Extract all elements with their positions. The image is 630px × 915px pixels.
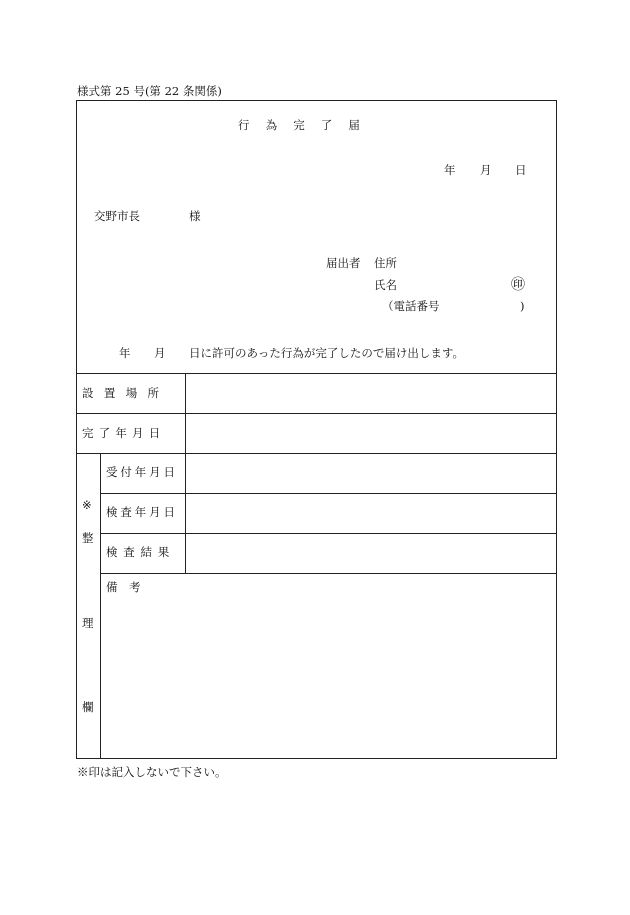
rule-completion-top: [76, 413, 557, 414]
rule-inspection-result-top: [100, 533, 557, 534]
receipt-date-label: 受付年月日: [106, 465, 178, 479]
rule-label-column-lower: [185, 453, 186, 573]
review-column-char-2: 理: [82, 616, 94, 630]
rule-label-column-upper: [185, 373, 186, 453]
rule-remarks-top: [100, 573, 557, 574]
review-mark: ※: [82, 498, 92, 512]
footnote: ※印は記入しないで下さい。: [77, 765, 227, 779]
form-title: 行 為 完 了 届: [238, 118, 363, 132]
rule-review-top: [76, 453, 557, 454]
review-column-char-1: 整: [82, 531, 94, 545]
address-label: 住所: [374, 256, 397, 270]
statement-year: 年: [119, 346, 131, 360]
inspection-result-label: 検査結果: [106, 545, 175, 559]
location-label: 設置場所: [82, 386, 170, 400]
statement-text: 日に許可のあった行為が完了したので届け出します。: [189, 346, 464, 360]
statement-month: 月: [154, 346, 166, 360]
name-label: 氏名: [374, 278, 397, 292]
addressee-name: 交野市長: [94, 209, 140, 223]
rule-side-column: [100, 453, 101, 759]
applicant-label: 届出者: [326, 256, 361, 270]
form-label: 様式第 25 号(第 22 条関係): [77, 84, 222, 98]
remarks-label: 備 考: [106, 580, 141, 594]
phone-label: （電話番号: [382, 299, 440, 313]
inspection-date-label: 検査年月日: [106, 505, 178, 519]
completion-date-label: 完了年月日: [82, 426, 166, 440]
date-day-label: 日: [515, 163, 527, 177]
seal-mark: ㊞: [511, 277, 525, 293]
date-month-label: 月: [480, 163, 492, 177]
phone-close-paren: ): [520, 299, 525, 313]
date-year-label: 年: [444, 163, 456, 177]
review-column-char-3: 欄: [82, 700, 94, 714]
rule-location-top: [76, 373, 557, 374]
rule-inspection-date-top: [100, 493, 557, 494]
addressee-honorific: 様: [189, 209, 201, 223]
